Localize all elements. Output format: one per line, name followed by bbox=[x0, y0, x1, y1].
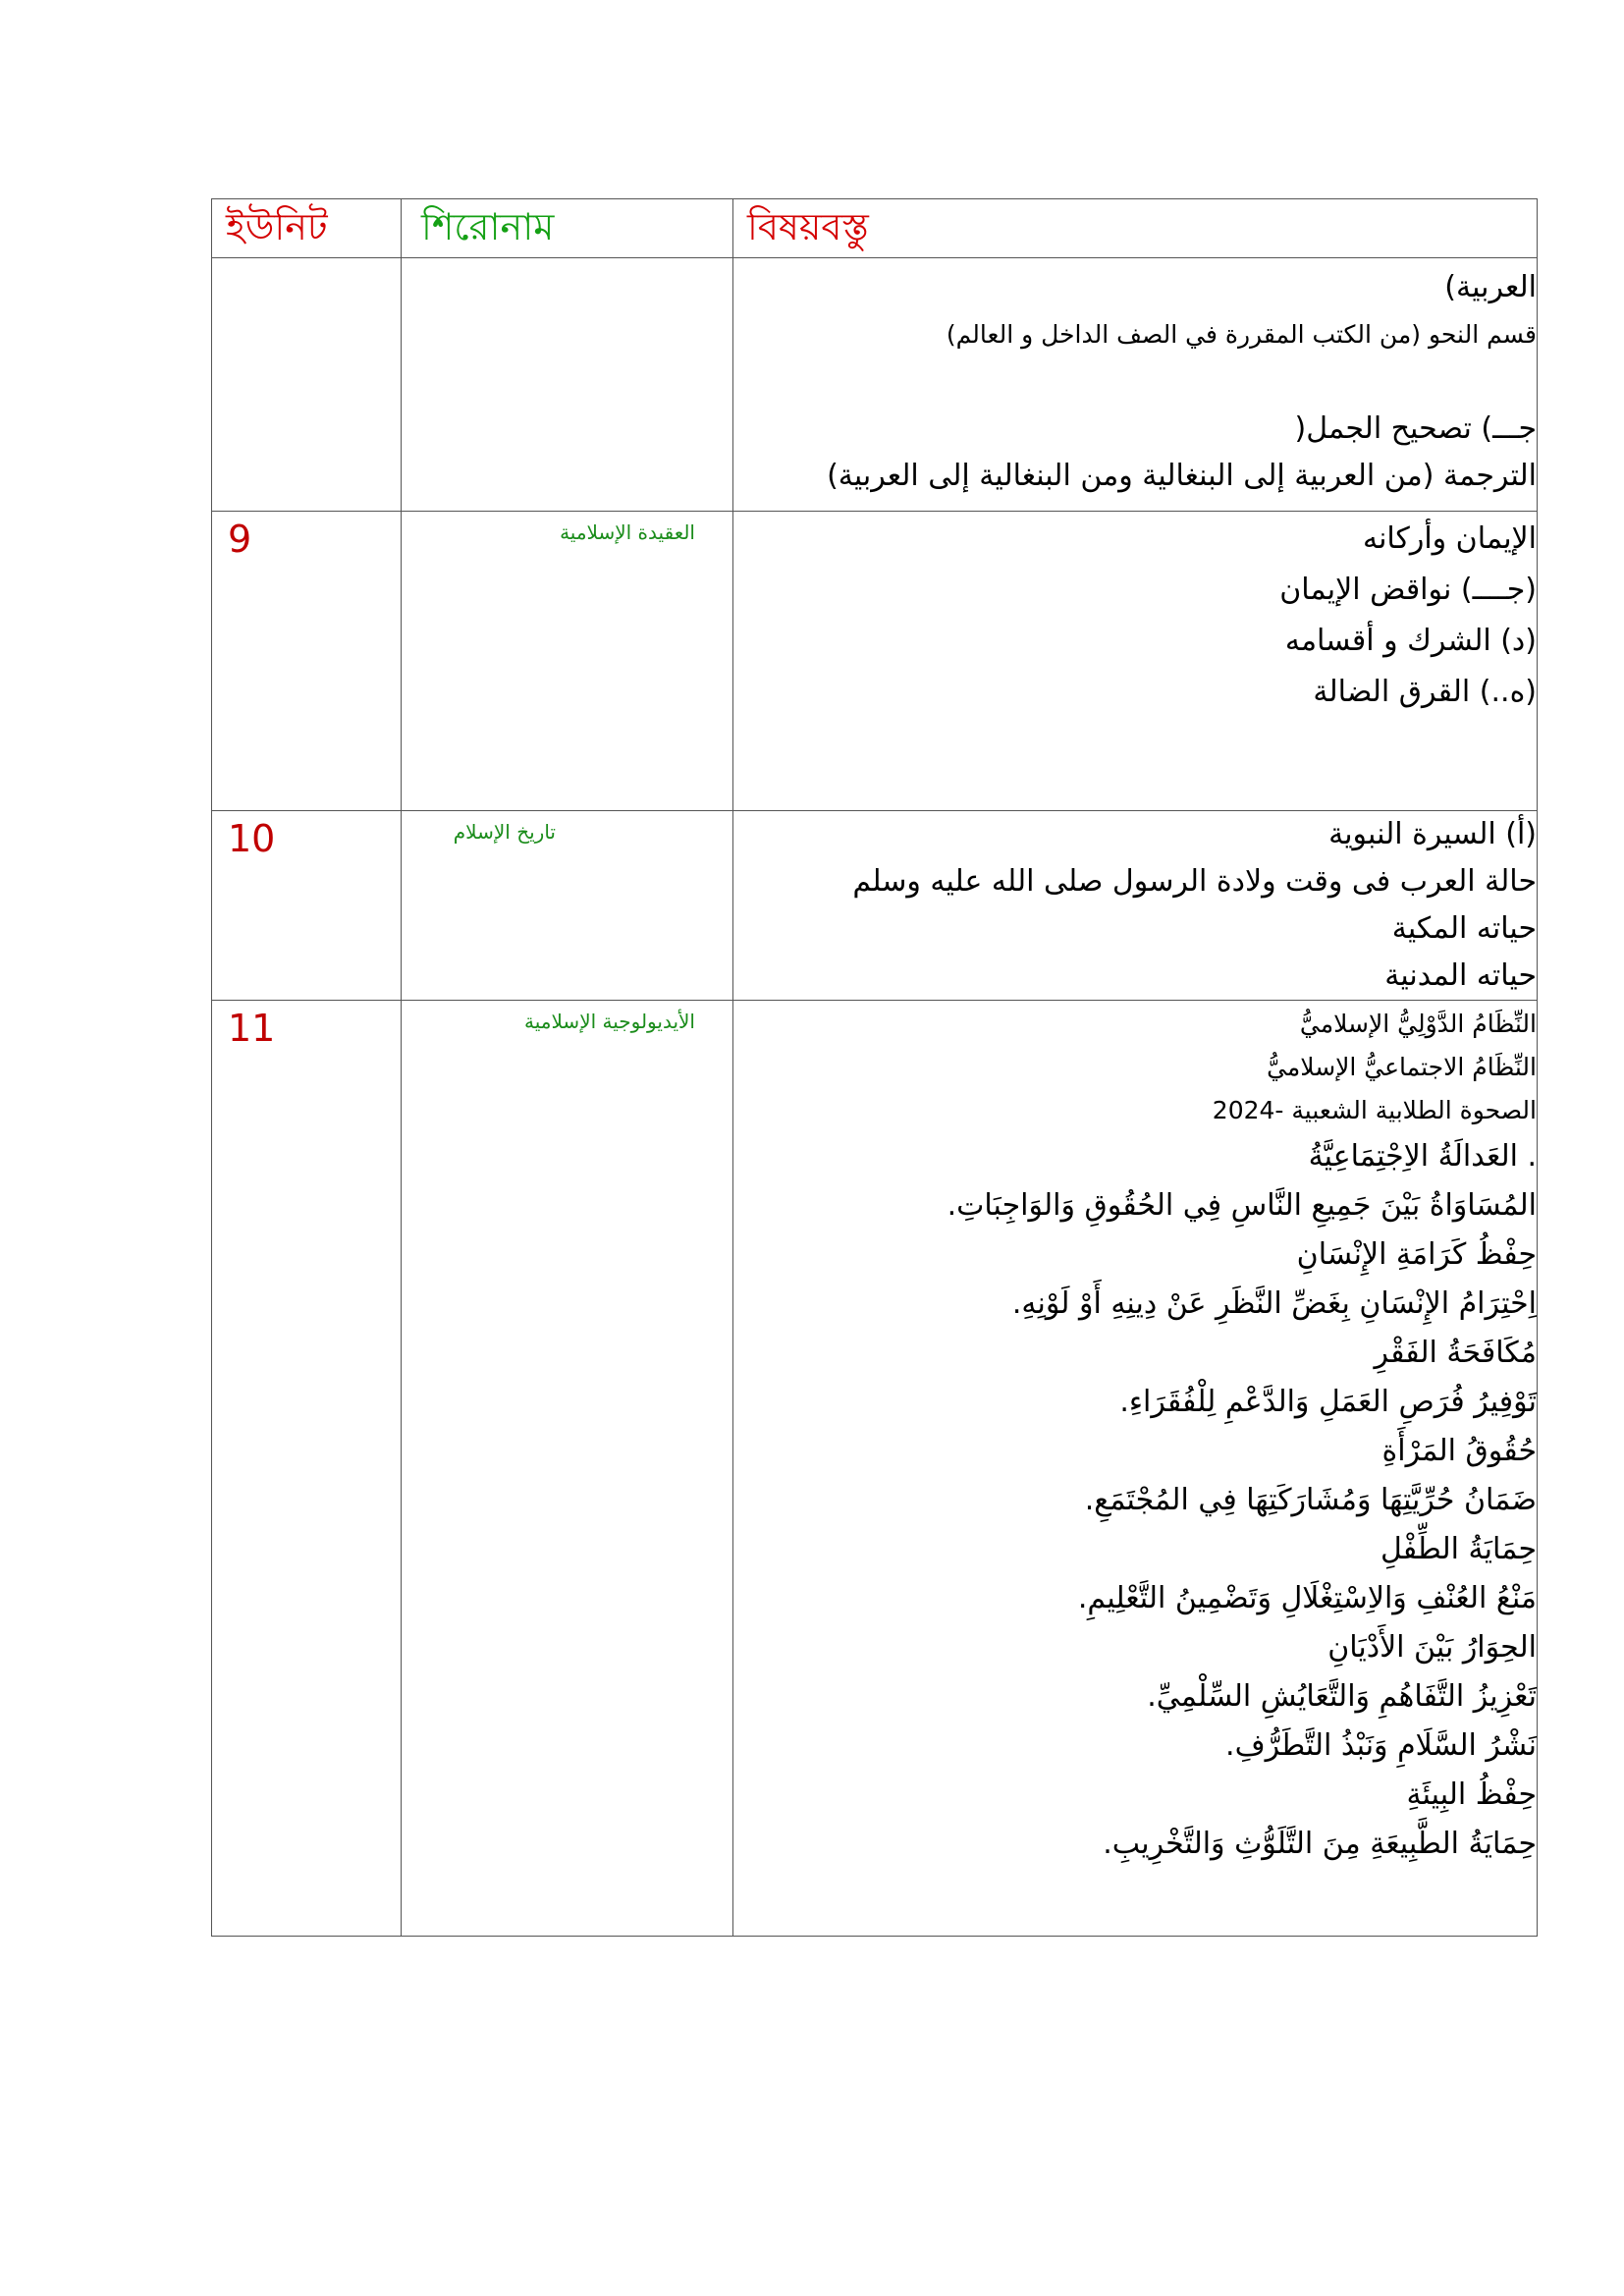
content-line: حياته المكية bbox=[1391, 911, 1537, 946]
unit-cell bbox=[212, 258, 402, 512]
content-line: الإيمان وأركانه bbox=[1362, 521, 1537, 556]
content-line: الصحوة الطلابية الشعبية -2024 bbox=[1212, 1096, 1537, 1124]
content-line: اِحْتِرَامُ الإِنْسَانِ بِغَضِّ النَّظَرِ عَنْ دِينِهِ أَوْ لَوْنِهِ. bbox=[1011, 1286, 1537, 1321]
content-line: (ه..) القرق الضالة bbox=[1313, 675, 1537, 709]
unit-cell: 11 bbox=[212, 1001, 402, 1937]
content-line: حُقُوقُ المَرْأَةِ bbox=[1381, 1434, 1537, 1468]
content-line: تَعْزِيزُ التَّفَاهُمِ وَالتَّعَايُشِ السِّلْمِيِّ. bbox=[1147, 1679, 1537, 1714]
content-line: حِمَايَةُ الطِّفْلِ bbox=[1380, 1532, 1537, 1566]
content-line: النِّظَامُ الدَّوْلِيُّ الإسلاميُّ bbox=[1299, 1010, 1537, 1038]
content-cell bbox=[733, 1001, 1538, 1937]
content-line: قسم النحو (من الكتب المقررة في الصف الداخل و العالم) bbox=[946, 320, 1537, 349]
title-cell: الأيديولوجية الإسلامية bbox=[402, 1001, 733, 1937]
header-unit: ইউনিট bbox=[212, 199, 402, 258]
content-line: الترجمة (من العربية إلى البنغالية ومن البنغالية إلى العربية) bbox=[827, 459, 1537, 493]
content-line: ضَمَانُ حُرِّيَّتِهَا وَمُشَارَكَتِهَا فِي المُجْتَمَعِ. bbox=[1084, 1483, 1537, 1517]
content-line: تَوْفِيرُ فُرَصِ العَمَلِ وَالدَّعْمِ لِلْفُقَرَاءِ. bbox=[1119, 1385, 1537, 1419]
title-cell: العقيدة الإسلامية bbox=[402, 512, 733, 811]
content-line: (د) الشرك و أقسامه bbox=[1284, 624, 1537, 658]
content-line: نَشْرُ السَّلَامِ وَنَبْذُ التَّطَرُّفِ. bbox=[1225, 1728, 1537, 1763]
content-cell bbox=[733, 512, 1538, 811]
content-line: مُكَافَحَةُ الفَقْرِ bbox=[1374, 1336, 1537, 1370]
content-cell bbox=[733, 811, 1538, 1001]
content-line bbox=[747, 358, 1537, 406]
unit-cell: 9 bbox=[212, 512, 402, 811]
content-line: الحِوَارُ بَيْنَ الأَدْيَانِ bbox=[1327, 1630, 1537, 1665]
content-line: النِّظَامُ الاجتماعيُّ الإسلاميُّ bbox=[1267, 1053, 1537, 1081]
title-cell: تاريخ الإسلام bbox=[402, 811, 733, 1001]
content-line: حياته المدنية bbox=[1384, 958, 1537, 993]
content-line: جـــ) تصحيح الجمل( bbox=[1294, 411, 1537, 446]
content-line: العربية) bbox=[1444, 270, 1537, 304]
syllabus-table bbox=[211, 198, 1538, 1937]
content-line: (أ) السيرة النبوية bbox=[1328, 817, 1537, 851]
content-line: مَنْعُ العُنْفِ وَالاِسْتِغْلَالِ وَتَضْمِينُ التَّعْلِيمِ. bbox=[1077, 1581, 1537, 1615]
table-row bbox=[212, 258, 1538, 512]
header-title: শিরোনাম bbox=[402, 199, 733, 258]
header-content: বিষয়বস্তু bbox=[733, 199, 1538, 258]
content-cell bbox=[733, 258, 1538, 512]
content-line: المُسَاوَاةُ بَيْنَ جَمِيعِ النَّاسِ فِي الحُقُوقِ وَالوَاجِبَاتِ. bbox=[947, 1188, 1537, 1223]
table-row bbox=[212, 811, 1538, 1001]
table-header-row bbox=[212, 199, 1538, 258]
title-cell bbox=[402, 258, 733, 512]
content-line: حِمَايَةُ الطَّبِيعَةِ مِنَ التَّلَوُّثِ وَالتَّخْرِيبِ. bbox=[1103, 1827, 1537, 1861]
table-row bbox=[212, 512, 1538, 811]
unit-cell: 10 bbox=[212, 811, 402, 1001]
content-line: حِفْظُ البِيئَةِ bbox=[1406, 1777, 1537, 1812]
content-line: حِفْظُ كَرَامَةِ الإِنْسَانِ bbox=[1296, 1237, 1537, 1272]
content-line: حالة العرب فى وقت ولادة الرسول صلى الله عليه وسلم bbox=[852, 864, 1537, 899]
content-line: . العَدالَةُ الاِجْتِمَاعِيَّةُ bbox=[1308, 1139, 1537, 1174]
table-row bbox=[212, 1001, 1538, 1937]
content-line: (جــــ) نواقض الإيمان bbox=[1279, 573, 1537, 607]
